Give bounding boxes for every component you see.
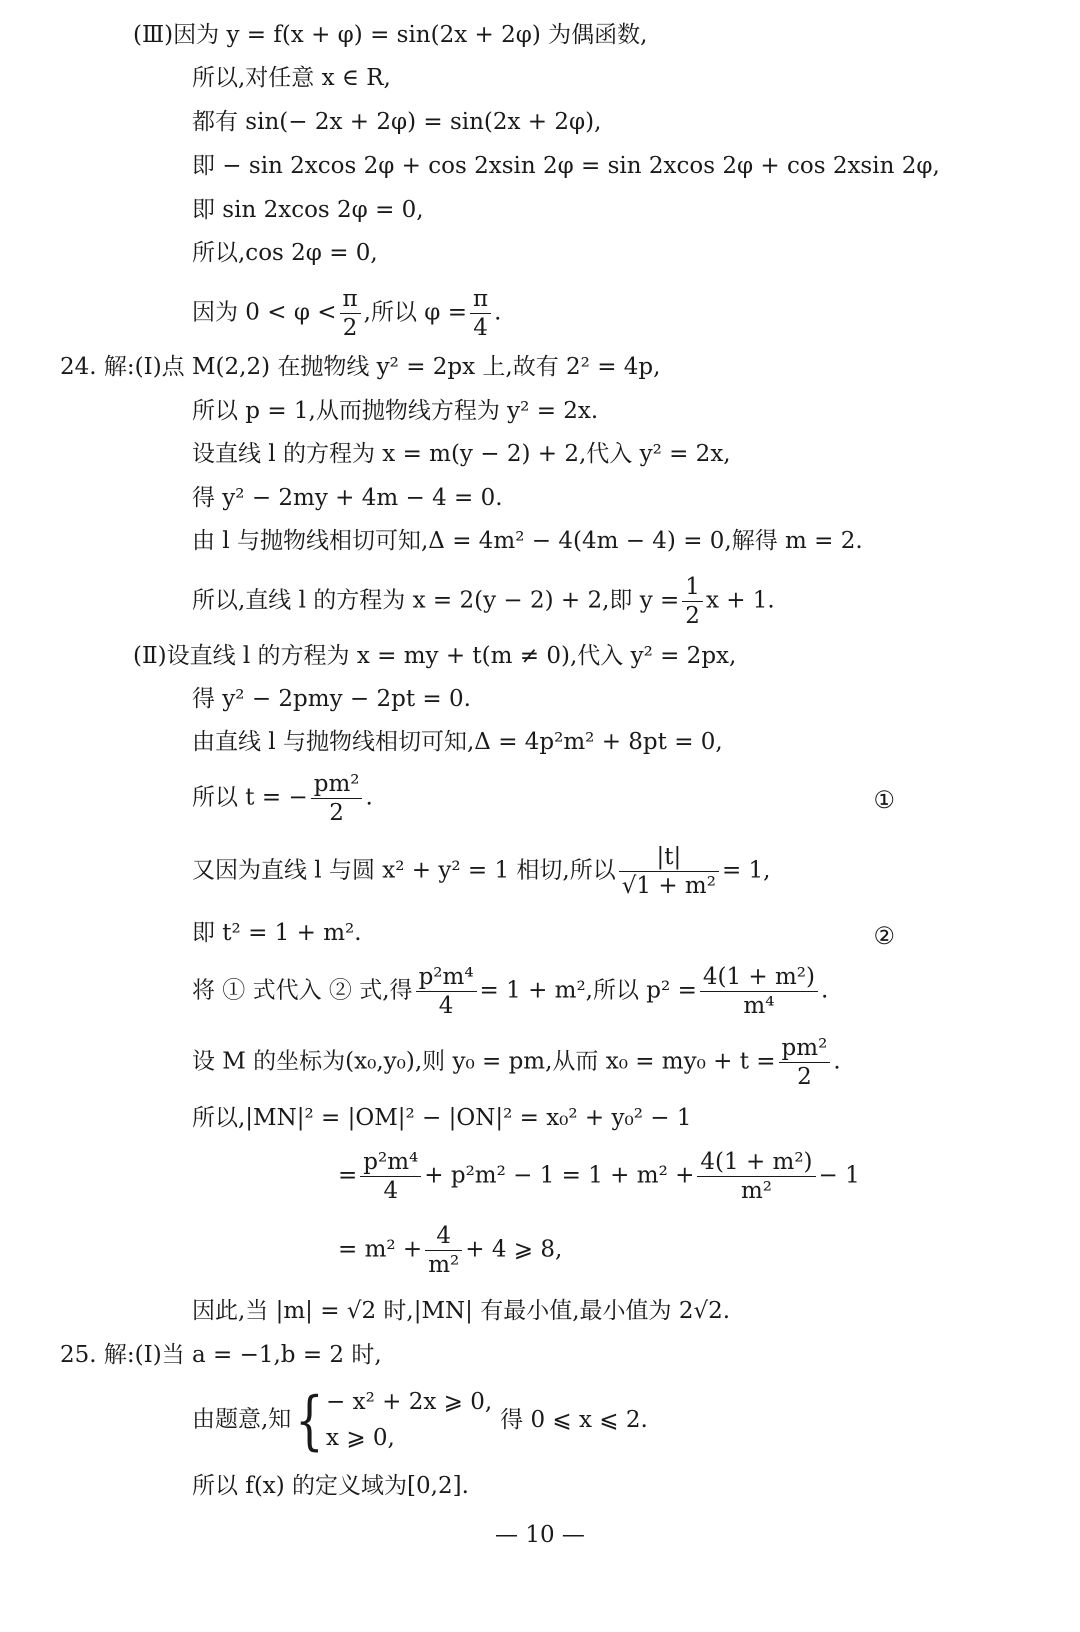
- line-mn-squared: 所以,|MN|² = |OM|² − |ON|² = x₀² + y₀² − 1: [192, 1105, 692, 1131]
- page-number: — 10 —: [495, 1522, 585, 1548]
- line-for-all-x: 所以,对任意 x ∈ R,: [192, 65, 391, 91]
- line-tangent-result: 所以,直线 l 的方程为 x = 2(y − 2) + 2,即 y = $\frac{1}{2}$ x + 1.: [192, 574, 775, 630]
- line-domain: 所以 f(x) 的定义域为[0,2].: [192, 1473, 469, 1499]
- line-cos-zero: 所以,cos 2φ = 0,: [192, 240, 378, 266]
- line-discriminant: 由 l 与抛物线相切可知,Δ = 4m² − 4(4m − 4) = 0,解得 m = 2.: [192, 528, 863, 554]
- fraction-4-over-m2: $\frac{4}{\text{m²}}$: [425, 1224, 462, 1277]
- line-part2-intro: (Ⅱ)设直线 l 的方程为 x = my + t(m ≠ 0),代入 y² = 2px,: [133, 643, 737, 669]
- line-quadratic: 得 y² − 2my + 4m − 4 = 0.: [192, 485, 503, 511]
- fraction-abs-t-over-sqrt: $\frac{|t|}{\text{√1 + m²}}$: [619, 845, 719, 898]
- line-t-squared: 即 t² = 1 + m².: [192, 920, 362, 946]
- brace-system: {: [295, 1383, 324, 1458]
- line-inequality: = m² + $\frac{4}{\text{m²}}$ + 4 ⩾ 8,: [338, 1223, 563, 1279]
- fraction-p2m4-over-4-b: $\frac{\text{p²m⁴}}{4}$: [360, 1150, 421, 1203]
- line-minimum: 因此,当 |m| = √2 时,|MN| 有最小值,最小值为 2√2.: [192, 1298, 731, 1324]
- line-p-equals-1: 所以 p = 1,从而抛物线方程为 y² = 2x.: [192, 398, 599, 424]
- line-discriminant-2: 由直线 l 与抛物线相切可知,Δ = 4p²m² + 8pt = 0,: [192, 729, 723, 755]
- fraction-one-half: $\frac{1}{2}$: [682, 575, 703, 628]
- line-part3-intro: (Ⅲ)因为 y = f(x + φ) = sin(2x + 2φ) 为偶函数,: [133, 22, 648, 48]
- equation-marker-2: ②: [873, 922, 895, 950]
- fraction-pi-over-4: $\frac{\pi}{4}$: [470, 287, 491, 340]
- fraction-p-squared: $\frac{\text{4(1 + m²)}}{\text{m⁴}}$: [700, 965, 818, 1018]
- line-sin-equal: 都有 sin(− 2x + 2φ) = sin(2x + 2φ),: [192, 109, 602, 135]
- fraction-4-1m2-over-m2: $\frac{\text{4(1 + m²)}}{\text{m²}}$: [697, 1150, 815, 1203]
- line-system: 由题意,知{ − x² + 2x ⩾ 0, x ⩾ 0, 得 0 ⩽ x ⩽ 2.: [192, 1383, 648, 1458]
- line-expansion: = $\frac{\text{p²m⁴}}{4}$ + p²m² − 1 = 1 + m² + $\frac{\text{4(1 + m²)}}{\text{m²}}$ − 1: [338, 1149, 860, 1205]
- line-phi-range: 因为 0 < φ < $\frac{\pi}{2}$ ,所以 φ = $\frac{\pi}{4}$ .: [192, 286, 502, 342]
- line-substitute: 将 ① 式代入 ② 式,得 $\frac{\text{p²m⁴}}{4}$ = 1 + m²,所以 p² = $\frac{\text{4(1 + m²)}}{\text{m⁴}}$ .: [192, 964, 829, 1020]
- line-q25-intro: 25. 解:(Ⅰ)当 a = −1,b = 2 时,: [60, 1342, 382, 1368]
- line-q24-intro: 24. 解:(Ⅰ)点 M(2,2) 在抛物线 y² = 2px 上,故有 2² = 4p,: [60, 354, 661, 380]
- equation-marker-1: ①: [873, 786, 895, 814]
- fraction-x0: $\frac{\text{pm²}}{2}$: [779, 1036, 831, 1089]
- fraction-p2m4-over-4: $\frac{\text{p²m⁴}}{4}$: [416, 965, 477, 1018]
- fraction-pm2-over-2: $\frac{\text{pm²}}{2}$: [311, 772, 363, 825]
- line-circle-tangent: 又因为直线 l 与圆 x² + y² = 1 相切,所以 $\frac{|t|}{\text{√1 + m²}}$ = 1,: [192, 844, 771, 900]
- line-quadratic-2: 得 y² − 2pmy − 2pt = 0.: [192, 686, 471, 712]
- fraction-pi-over-2: $\frac{\pi}{2}$: [340, 287, 361, 340]
- inequality-system: − x² + 2x ⩾ 0, x ⩾ 0,: [326, 1389, 493, 1451]
- line-t-value: 所以 t = − $\frac{\text{pm²}}{2}$ .: [192, 771, 373, 827]
- line-expand: 即 − sin 2xcos 2φ + cos 2xsin 2φ = sin 2xcos 2φ + cos 2xsin 2φ,: [192, 153, 940, 179]
- line-coordinates: 设 M 的坐标为(x₀,y₀),则 y₀ = pm,从而 x₀ = my₀ + t = $\frac{\text{pm²}}{2}$ .: [192, 1035, 841, 1091]
- line-product-zero: 即 sin 2xcos 2φ = 0,: [192, 197, 424, 223]
- line-line-equation: 设直线 l 的方程为 x = m(y − 2) + 2,代入 y² = 2x,: [192, 441, 731, 467]
